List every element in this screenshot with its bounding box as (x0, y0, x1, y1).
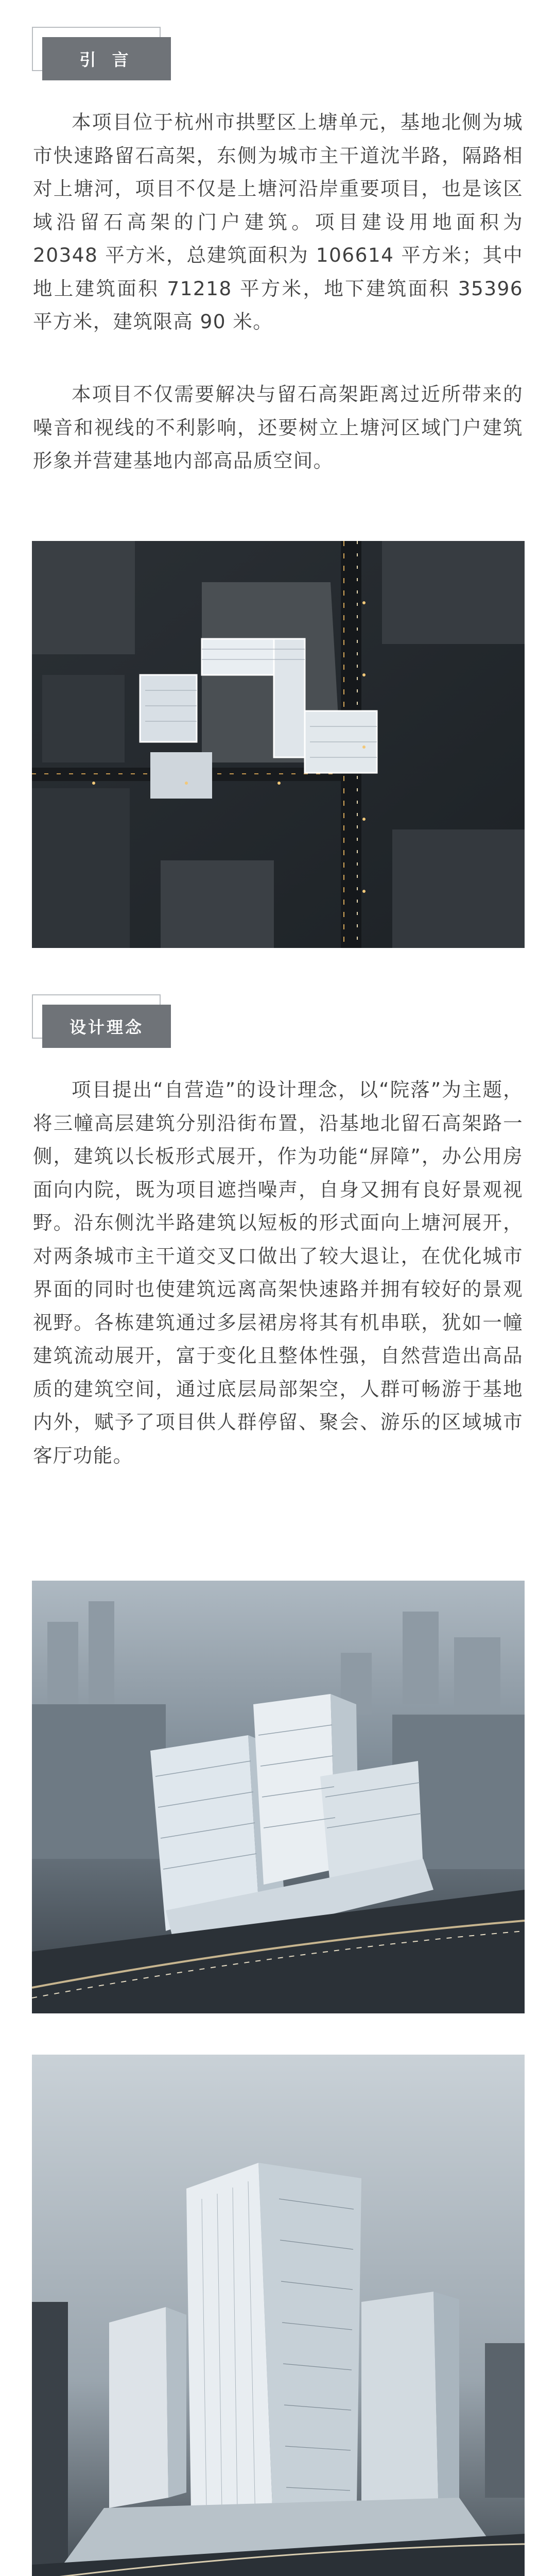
aerial-dusk-photo (32, 1581, 525, 2013)
section-tag-intro (32, 27, 172, 80)
aerial-night-photo (32, 541, 525, 948)
intro-paragraph-2: 本项目不仅需要解决与留石高架距离过近所带来的噪音和视线的不利影响，还要树立上塘河区域门户建筑形象并营建基地内部高品质空间。 (33, 383, 523, 472)
concept-paragraph-1: 项目提出“自营造”的设计理念，以“院落”为主题，将三幢高层建筑分别沿街布置，沿基地北留石高架路一侧，建筑以长板形式展开，作为功能“屏障”，办公用房面向内院，既为项目遮挡噪声，自身又拥有良好景观视野。沿东侧沈半路建筑以短板的形式面向上塘河展开，对两条城市主干道交叉口做出了较大退让，在优化城市界面的同时也使建筑远离高架快速路并拥有较好的景观视野。各栋建筑通过多层裙房将其有机串联，犹如一幢建筑流动展开，富于变化且整体性强，自然营造出高品质的建筑空间，通过底层局部架空，人群可畅游于基地内外，赋予了项目供人群停留、聚会、游乐的区域城市客厅功能。 (33, 1078, 523, 1467)
section-title-intro: 引 言 (42, 37, 171, 80)
section-tag-concept (32, 994, 172, 1048)
section-title-concept: 设计理念 (42, 1005, 171, 1048)
intro-paragraph-1: 本项目位于杭州市拱墅区上塘单元，基地北侧为城市快速路留石高架，东侧为城市主干道沈半路，隔路相对上塘河，项目不仅是上塘河沿岸重要项目，也是该区域沿留石高架的门户建筑。项目建设用地面积为 20348 平方米，总建筑面积为 106614 平方米；其中地上建筑面积 71218 平方米，地下建筑面积 35396 平方米，建筑限高 90 米。 (33, 111, 523, 333)
tower-street-photo (32, 2055, 525, 2576)
